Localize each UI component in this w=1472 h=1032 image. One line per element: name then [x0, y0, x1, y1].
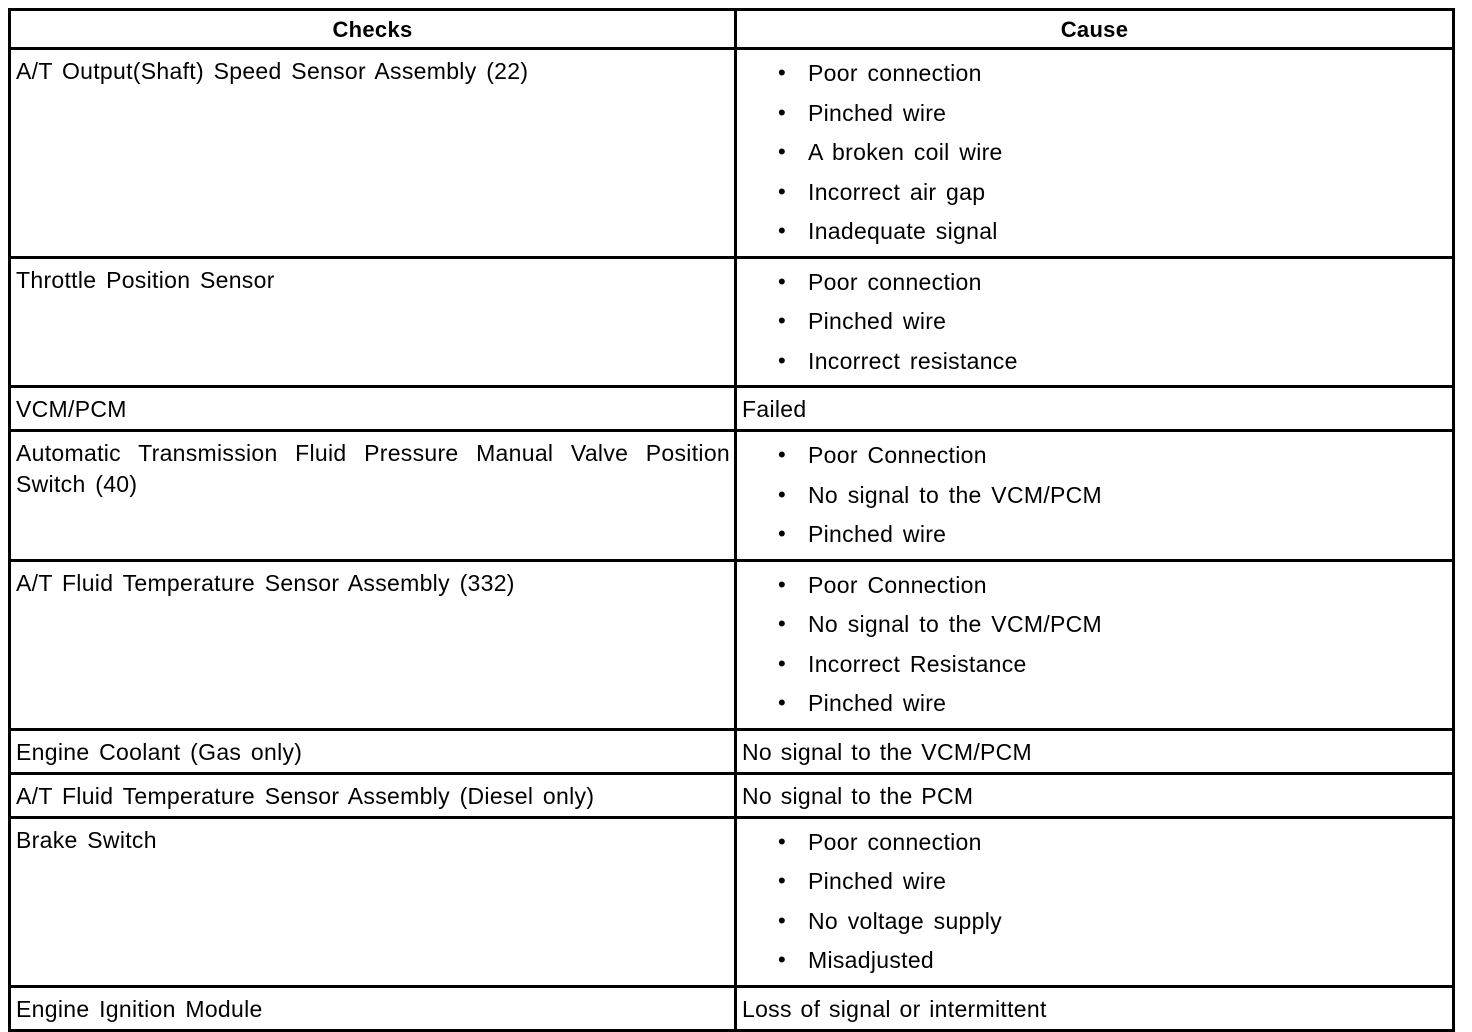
check-cell: A/T Fluid Temperature Sensor Assembly (332) [10, 560, 736, 729]
table-row [10, 986, 1454, 1030]
cause-item [741, 133, 1448, 173]
cause-item [741, 342, 1448, 382]
cause-item [741, 566, 1448, 606]
bullet-icon: • [778, 308, 787, 333]
table-row [10, 560, 1454, 729]
cause-text: Pinched wire [808, 521, 947, 547]
cause-item [741, 645, 1448, 685]
table-header-row [10, 10, 1454, 49]
cause-list [741, 436, 1448, 555]
cause-text: No voltage supply [808, 907, 1002, 934]
cause-item [741, 605, 1448, 645]
cause-item [741, 173, 1448, 213]
bullet-icon: • [778, 650, 787, 676]
check-cell: A/T Fluid Temperature Sensor Assembly (Diesel only) [10, 773, 736, 817]
cause-item [741, 684, 1448, 724]
cause-text: Inadequate signal [808, 218, 998, 244]
table-row [10, 817, 1454, 986]
cause-list [741, 263, 1448, 382]
cause-cell: No signal to the PCM [736, 773, 1454, 817]
cause-text: Poor connection [808, 828, 982, 855]
cause-text: No signal to the VCM/PCM [808, 481, 1103, 508]
check-cell: VCM/PCM [10, 387, 736, 431]
cause-cell [736, 817, 1454, 986]
cause-text: Pinched wire [808, 99, 947, 126]
checks-causes-table [8, 8, 1455, 1032]
cause-text: Incorrect air gap [808, 178, 986, 205]
bullet-icon: • [778, 947, 787, 972]
bullet-icon: • [778, 521, 787, 546]
cause-cell [736, 431, 1454, 561]
cause-text: No signal to the VCM/PCM [808, 611, 1103, 637]
bullet-icon: • [778, 907, 787, 933]
bullet-icon: • [778, 218, 787, 243]
check-cell: Engine Ignition Module [10, 986, 736, 1030]
check-cell: Throttle Position Sensor [10, 257, 736, 387]
cause-item [741, 515, 1448, 555]
bullet-icon: • [778, 481, 787, 507]
cause-item [741, 94, 1448, 134]
bullet-icon: • [778, 690, 787, 715]
cause-cell: Loss of signal or intermittent [736, 986, 1454, 1030]
bullet-icon: • [778, 139, 787, 164]
check-cell: A/T Output(Shaft) Speed Sensor Assembly (22) [10, 49, 736, 258]
bullet-icon: • [778, 868, 787, 893]
cause-item [741, 823, 1448, 863]
cause-item [741, 302, 1448, 342]
bullet-icon: • [778, 611, 787, 636]
cause-list [741, 823, 1448, 981]
table-row [10, 257, 1454, 387]
cause-item [741, 902, 1448, 942]
cause-cell: No signal to the VCM/PCM [736, 729, 1454, 773]
cause-text: Incorrect resistance [808, 347, 1018, 374]
table-row [10, 431, 1454, 561]
check-cell: Engine Coolant (Gas only) [10, 729, 736, 773]
table-row [10, 773, 1454, 817]
cause-item [741, 436, 1448, 476]
header-cause: Cause [736, 10, 1454, 49]
cause-text: Poor Connection [808, 442, 987, 468]
cause-text: A broken coil wire [808, 139, 1003, 165]
bullet-icon: • [778, 268, 787, 294]
cause-cell [736, 49, 1454, 258]
header-checks: Checks [10, 10, 736, 49]
bullet-icon: • [778, 571, 787, 597]
bullet-icon: • [778, 178, 787, 204]
cause-cell: Failed [736, 387, 1454, 431]
cause-item [741, 941, 1448, 981]
cause-text: Pinched wire [808, 868, 947, 894]
check-cell: Brake Switch [10, 817, 736, 986]
cause-cell [736, 257, 1454, 387]
cause-text: Pinched wire [808, 690, 947, 716]
cause-text: Incorrect Resistance [808, 650, 1027, 677]
bullet-icon: • [778, 442, 787, 467]
cause-list [741, 54, 1448, 252]
cause-text: Misadjusted [808, 947, 935, 973]
bullet-icon: • [778, 99, 787, 125]
table-row [10, 49, 1454, 258]
bullet-icon: • [778, 60, 787, 85]
table-row [10, 729, 1454, 773]
cause-text: Poor Connection [808, 571, 987, 598]
check-cell: Automatic Transmission Fluid Pressure Manual Valve Position Switch (40) [10, 431, 736, 561]
cause-list [741, 566, 1448, 724]
cause-text: Poor connection [808, 60, 982, 86]
bullet-icon: • [778, 347, 787, 373]
cause-item [741, 263, 1448, 303]
bullet-icon: • [778, 828, 787, 854]
cause-text: Poor connection [808, 268, 982, 295]
cause-text: Pinched wire [808, 308, 947, 334]
cause-item [741, 54, 1448, 94]
cause-cell [736, 560, 1454, 729]
table-row [10, 387, 1454, 431]
cause-item [741, 862, 1448, 902]
cause-item [741, 212, 1448, 252]
cause-item [741, 476, 1448, 516]
